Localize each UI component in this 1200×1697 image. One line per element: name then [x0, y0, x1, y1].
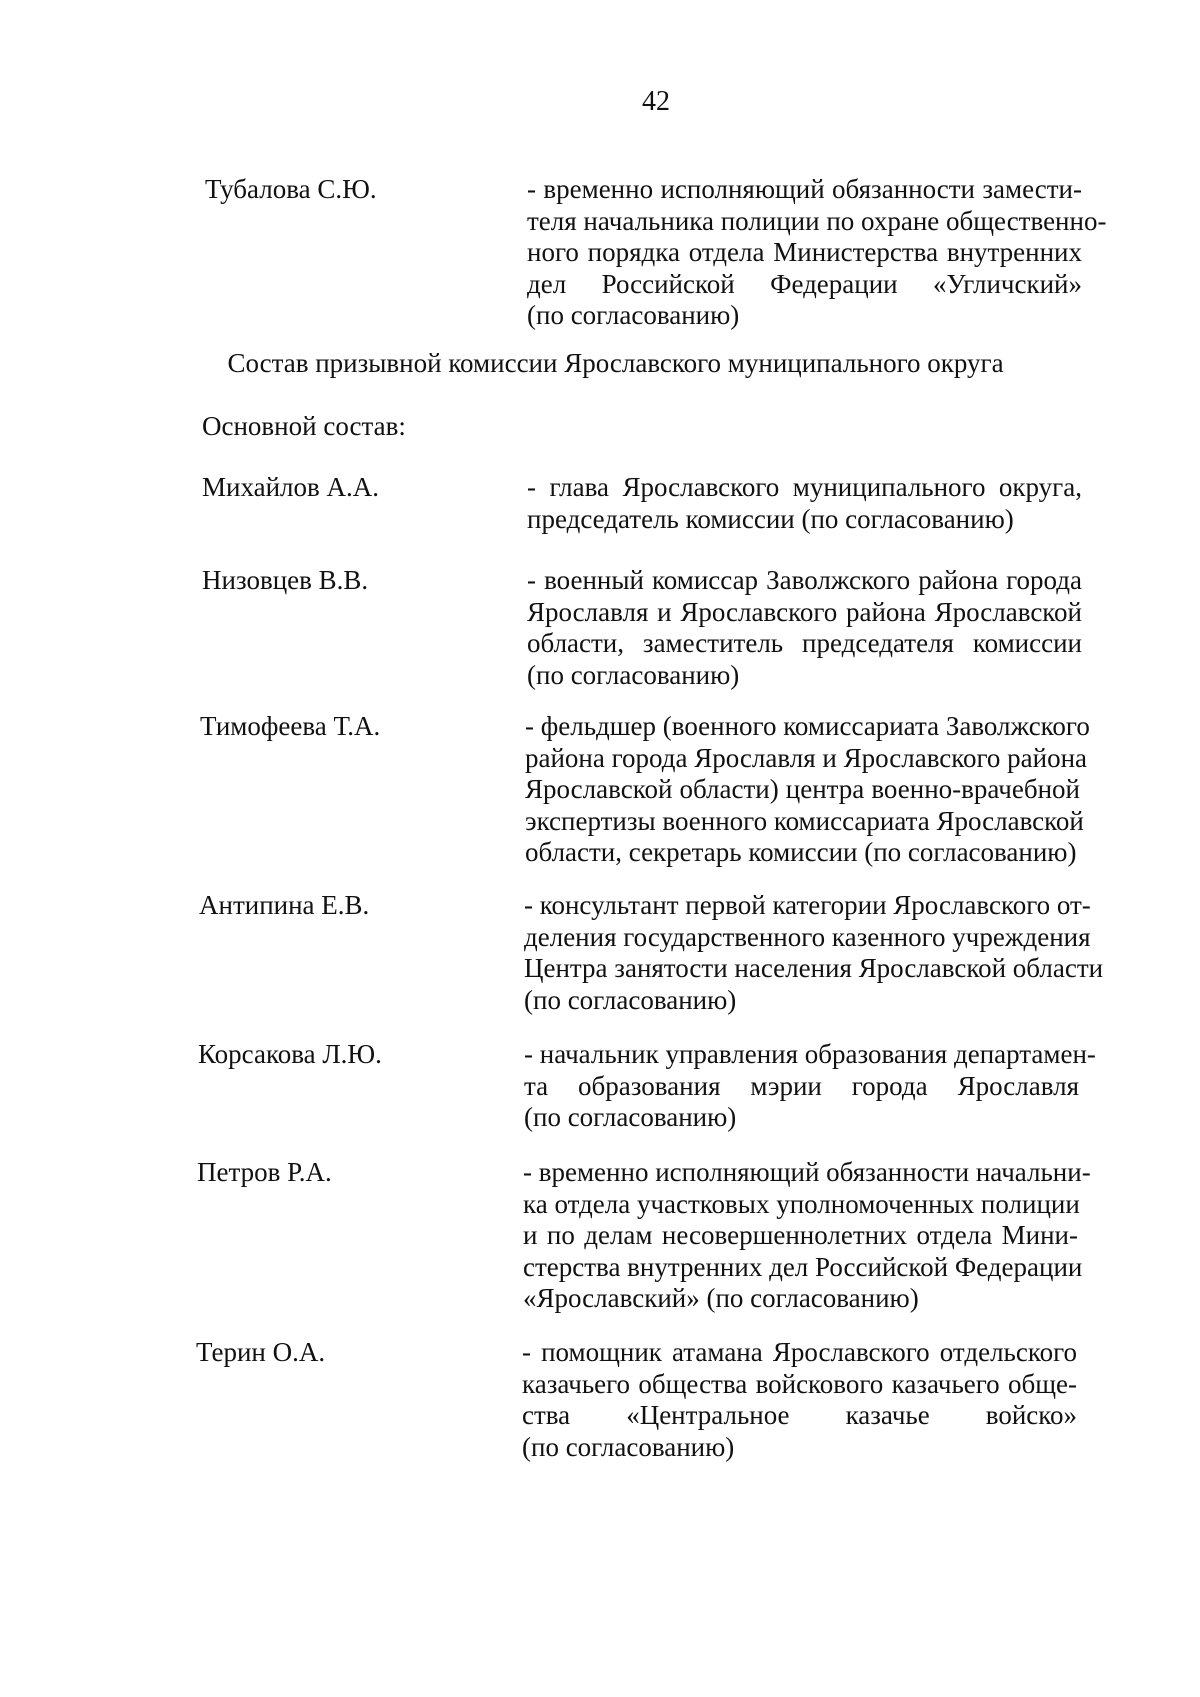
member-role: [525, 711, 1090, 869]
role-line: - консультант первой категории Ярославского от-: [524, 890, 1091, 920]
member-name: Михайлов А.А.: [202, 472, 380, 502]
role-line: ного порядка отдела Министерства внутренних: [527, 237, 1082, 267]
role-line: - временно исполняющий обязанности замести-: [527, 174, 1082, 204]
member-role: [522, 1337, 1077, 1463]
role-line: теля начальника полиции по охране общественно-: [527, 205, 1107, 236]
member-name: Тубалова С.Ю.: [205, 174, 377, 204]
role-line: - временно исполняющий обязанности начальни-: [523, 1157, 1091, 1187]
role-line: ства «Центральное казачье войско»: [522, 1400, 1077, 1430]
section-title: Состав призывной комиссии Ярославского муниципального округа: [227, 348, 1004, 378]
role-line: (по согласованию): [527, 300, 740, 330]
member-role: [524, 890, 1104, 1016]
role-line: - помощник атамана Ярославского отдельского: [522, 1337, 1077, 1367]
member-name: Петров Р.А.: [197, 1157, 332, 1187]
role-line: района города Ярославля и Ярославского района: [525, 742, 1088, 773]
role-line: та образования мэрии города Ярославля: [524, 1070, 1079, 1101]
role-line: - фельдшер (военного комиссариата Заволжского: [525, 711, 1090, 741]
page-number: 42: [642, 86, 670, 117]
role-line: ка отдела участковых уполномоченных полиции: [523, 1188, 1080, 1219]
role-line: стерства внутренних дел Российской Федерации: [523, 1251, 1083, 1282]
role-line: (по согласованию): [527, 659, 740, 690]
role-line: области, секретарь комиссии (по согласованию): [525, 837, 1077, 867]
member-name: Тимофеева Т.А.: [200, 711, 381, 741]
role-line: Ярославской области) центра военно-врачебной: [525, 774, 1080, 804]
role-line: (по согласованию): [524, 1102, 737, 1132]
role-line: Центра занятости населения Ярославской области: [524, 953, 1104, 983]
role-line: - начальник управления образования департамен-: [524, 1039, 1096, 1069]
role-line: деления государственного казенного учреждения: [524, 921, 1091, 952]
member-name: Терин О.А.: [196, 1337, 326, 1367]
member-role: [527, 472, 1082, 535]
section-subtitle: Основной состав:: [202, 411, 406, 441]
member-role: [527, 174, 1107, 332]
role-line: казачьего общества войскового казачьего обще-: [522, 1368, 1077, 1399]
role-line: области, заместитель председателя комиссии: [527, 628, 1082, 658]
role-line: дел Российской Федерации «Угличский»: [527, 268, 1082, 299]
role-line: и по делам несовершеннолетних отдела Мини-: [523, 1220, 1078, 1250]
member-name: Антипина Е.В.: [199, 890, 370, 920]
role-line: (по согласованию): [522, 1431, 735, 1462]
role-line: экспертизы военного комиссариата Ярославской: [525, 805, 1084, 836]
member-role: [524, 1039, 1096, 1134]
member-role: [523, 1157, 1091, 1315]
role-line: председатель комиссии (по согласованию): [527, 503, 1014, 534]
role-line: - военный комиссар Заволжского района города: [527, 565, 1082, 595]
role-line: - глава Ярославского муниципального округа,: [527, 472, 1082, 502]
member-name: Низовцев В.В.: [202, 565, 369, 595]
member-role: [527, 565, 1082, 691]
member-name: Корсакова Л.Ю.: [198, 1039, 382, 1069]
role-line: «Ярославский» (по согласованию): [523, 1283, 919, 1313]
role-line: (по согласованию): [524, 984, 737, 1015]
role-line: Ярославля и Ярославского района Ярославской: [527, 596, 1082, 627]
